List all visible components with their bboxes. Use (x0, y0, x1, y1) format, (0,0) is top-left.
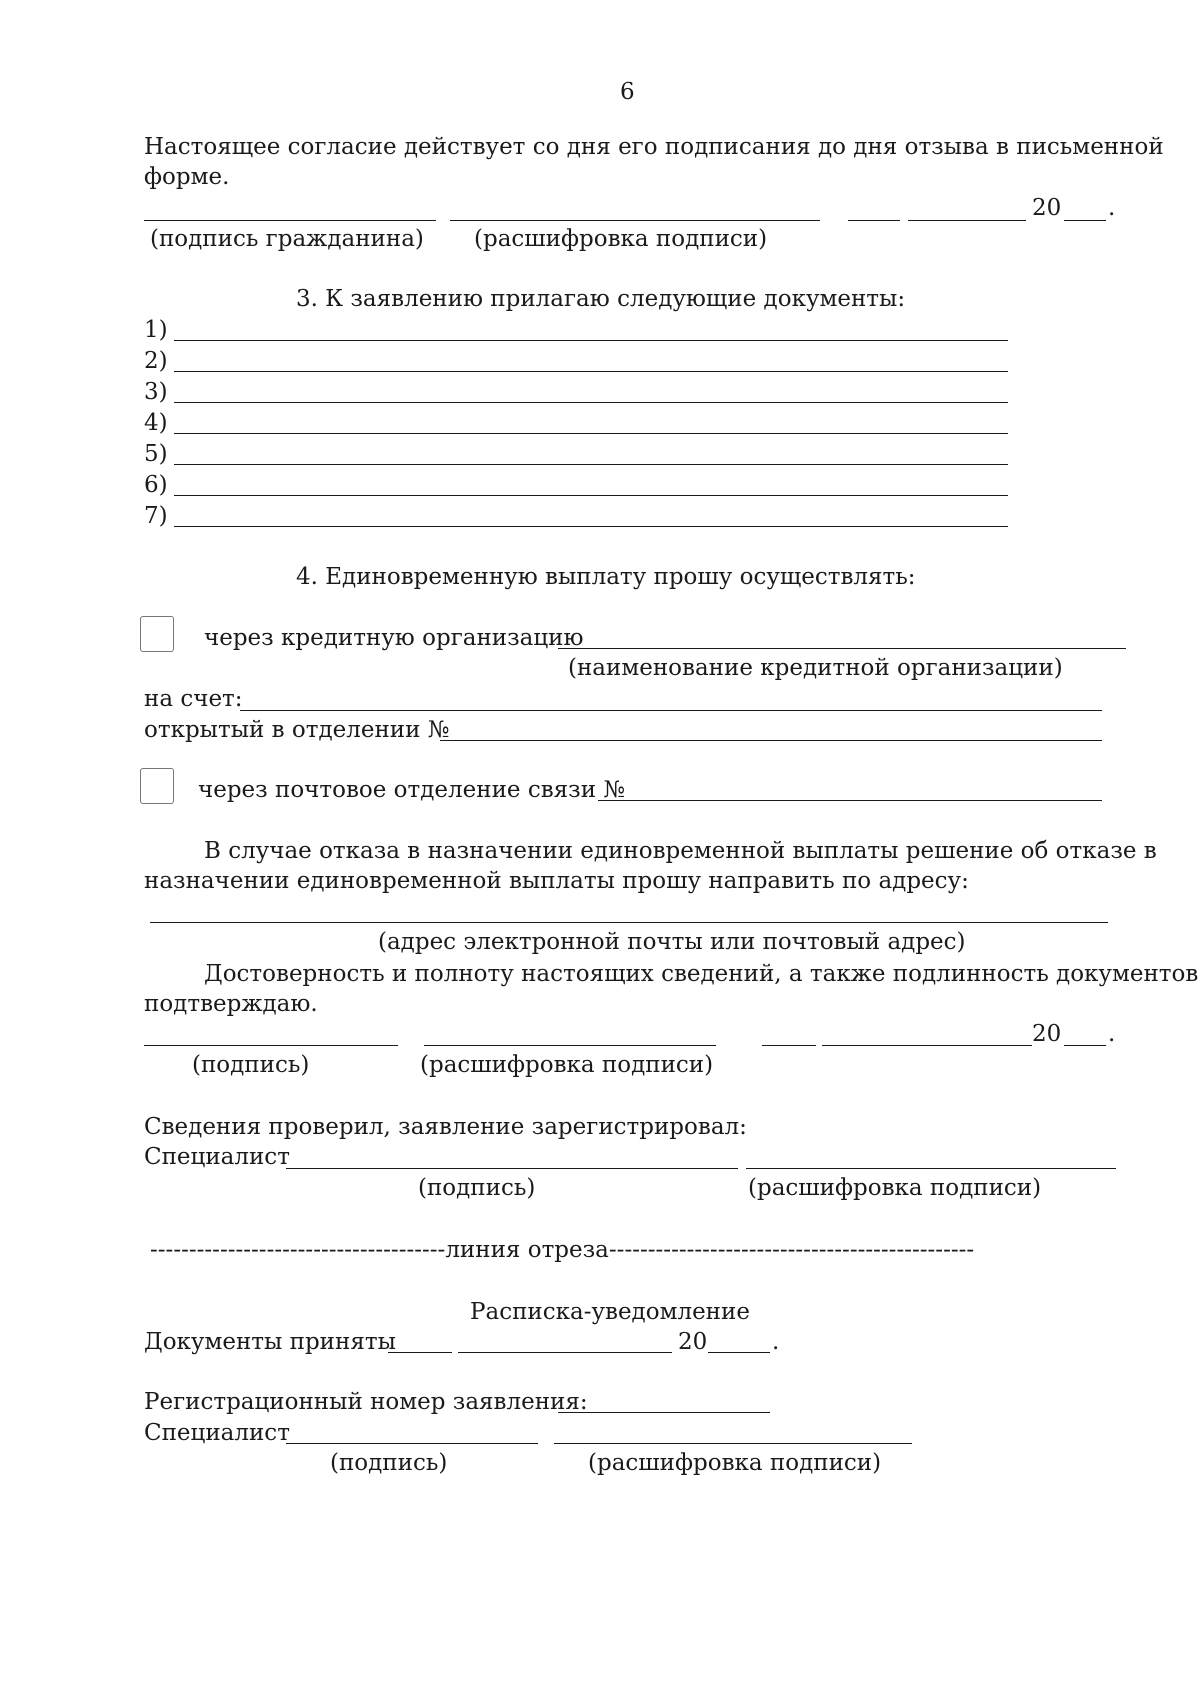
reg-number-line[interactable] (558, 1412, 770, 1413)
receipt-year-line[interactable] (708, 1352, 770, 1353)
receipt-year-suffix: . (772, 1329, 780, 1355)
doc-item-number: 4) (144, 410, 168, 436)
doc-item-number: 3) (144, 379, 168, 405)
check-decode-label: (расшифровка подписи) (748, 1175, 1042, 1201)
doc-item-line[interactable] (174, 526, 1008, 527)
consent-month-line[interactable] (908, 220, 1026, 221)
consent-day-line[interactable] (848, 220, 900, 221)
reg-number-label: Регистрационный номер заявления: (144, 1389, 588, 1415)
account-label: на счет: (144, 686, 243, 712)
receipt-signature-line[interactable] (286, 1443, 538, 1444)
post-option-checkbox[interactable] (140, 768, 174, 804)
bank-name-line[interactable] (558, 648, 1126, 649)
confirm-year-suffix: . (1108, 1021, 1116, 1047)
address-caption: (адрес электронной почты или почтовый адрес) (378, 929, 966, 955)
confirm-decode-line[interactable] (424, 1045, 716, 1046)
doc-item-line[interactable] (174, 340, 1008, 341)
consent-signature-line[interactable] (144, 220, 436, 221)
confirm-year-prefix: 20 (1032, 1021, 1062, 1047)
confirm-decode-label: (расшифровка подписи) (420, 1052, 714, 1078)
post-office-line[interactable] (598, 800, 1102, 801)
receipt-decode-label: (расшифровка подписи) (588, 1450, 882, 1476)
doc-item-line[interactable] (174, 464, 1008, 465)
doc-item-number: 6) (144, 472, 168, 498)
page-number: 6 (620, 79, 635, 105)
consent-year-suffix: . (1108, 195, 1116, 221)
confirm-text-line1: Достоверность и полноту настоящих сведений, а также подлинность документов (204, 961, 1199, 987)
consent-year-prefix: 20 (1032, 195, 1062, 221)
doc-item-number: 1) (144, 317, 168, 343)
docs-accepted-label: Документы приняты (144, 1329, 396, 1355)
bank-name-caption: (наименование кредитной организации) (568, 655, 1063, 681)
doc-item-number: 5) (144, 441, 168, 467)
receipt-month-line[interactable] (458, 1352, 672, 1353)
refusal-text-line2: назначении единовременной выплаты прошу направить по адресу: (144, 868, 969, 894)
consent-text-line2: форме. (144, 164, 230, 190)
doc-item-line[interactable] (174, 495, 1008, 496)
check-text: Сведения проверил, заявление зарегистрировал: (144, 1114, 747, 1140)
confirm-month-line[interactable] (822, 1045, 1032, 1046)
bank-option-checkbox[interactable] (140, 616, 174, 652)
receipt-specialist-label: Специалист (144, 1420, 290, 1446)
bank-option-label: через кредитную организацию (204, 625, 584, 651)
doc-item-number: 7) (144, 503, 168, 529)
confirm-signature-line[interactable] (144, 1045, 398, 1046)
refusal-text-line1: В случае отказа в назначении единовременной выплаты решение об отказе в (204, 838, 1157, 864)
confirm-text-line2: подтверждаю. (144, 991, 318, 1017)
check-signature-line[interactable] (286, 1168, 738, 1169)
check-specialist-label: Специалист (144, 1144, 290, 1170)
post-option-label: через почтовое отделение связи № (198, 777, 626, 803)
section4-heading: 4. Единовременную выплату прошу осуществлять: (296, 564, 916, 590)
consent-decode-label: (расшифровка подписи) (474, 226, 768, 252)
cut-line: --------------------------------------линия отреза----------------------------------------------- (150, 1237, 975, 1263)
consent-decode-line[interactable] (450, 220, 820, 221)
branch-label: открытый в отделении № (144, 717, 450, 743)
branch-line[interactable] (440, 740, 1102, 741)
check-decode-line[interactable] (746, 1168, 1116, 1169)
doc-item-number: 2) (144, 348, 168, 374)
confirm-year-line[interactable] (1064, 1045, 1106, 1046)
account-line[interactable] (240, 710, 1102, 711)
doc-item-line[interactable] (174, 371, 1008, 372)
consent-signature-label: (подпись гражданина) (150, 226, 424, 252)
address-line[interactable] (150, 922, 1108, 923)
receipt-signature-label: (подпись) (330, 1450, 448, 1476)
receipt-day-line[interactable] (388, 1352, 452, 1353)
receipt-year-prefix: 20 (678, 1329, 708, 1355)
check-signature-label: (подпись) (418, 1175, 536, 1201)
receipt-decode-line[interactable] (554, 1443, 912, 1444)
confirm-signature-label: (подпись) (192, 1052, 310, 1078)
consent-text-line1: Настоящее согласие действует со дня его подписания до дня отзыва в письменной (144, 134, 1164, 160)
confirm-day-line[interactable] (762, 1045, 816, 1046)
receipt-title: Расписка-уведомление (470, 1299, 750, 1325)
doc-item-line[interactable] (174, 433, 1008, 434)
section3-heading: 3. К заявлению прилагаю следующие документы: (296, 286, 906, 312)
consent-year-line[interactable] (1064, 220, 1106, 221)
doc-item-line[interactable] (174, 402, 1008, 403)
